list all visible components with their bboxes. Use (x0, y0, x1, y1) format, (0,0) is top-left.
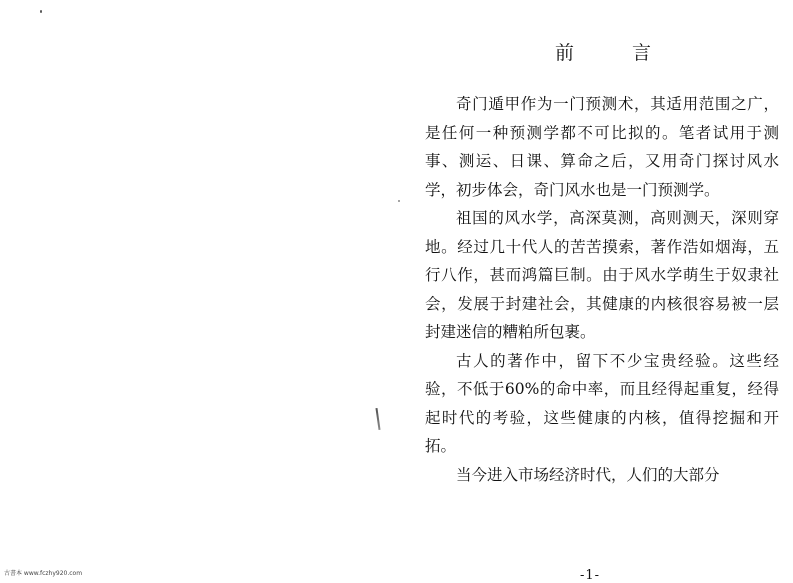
site-watermark: 古書本 www.fczhy920.com (4, 570, 83, 577)
page-number: -1- (580, 568, 601, 583)
paragraph: 祖国的风水学，高深莫测，高则测天，深则穿地。经过几十代人的苦苦摸索，著作浩如烟海，五行八作，甚而鸿篇巨制。由于风水学萌生于奴隶社会，发展于封建社会，其健康的内核很容易被一层封建迷信的糟粕所包裹。 (425, 209, 779, 341)
scan-speck (398, 200, 400, 202)
page-title-char: 言 (632, 42, 652, 64)
page-title (555, 38, 651, 65)
page-title-char: 前 (555, 42, 575, 64)
preface-body (425, 90, 779, 489)
paragraph: 当今进入市场经济时代，人们的大部分 (456, 465, 720, 484)
scan-speck (40, 10, 42, 13)
paragraph: 古人的著作中，留下不少宝贵经验。这些经验，不低于60%的命中率，而且经得起重复，经得起时代的考验，这些健康的内核，值得挖掘和开拓。 (425, 351, 779, 455)
right-page (425, 0, 785, 582)
paragraph: 奇门遁甲作为一门预测术，其适用范围之广，是任何一种预测学都不可比拟的。笔者试用于测事、测运、日课、算命之后，又用奇门探讨风水学，初步体会，奇门风水也是一门预测学。 (425, 95, 779, 199)
